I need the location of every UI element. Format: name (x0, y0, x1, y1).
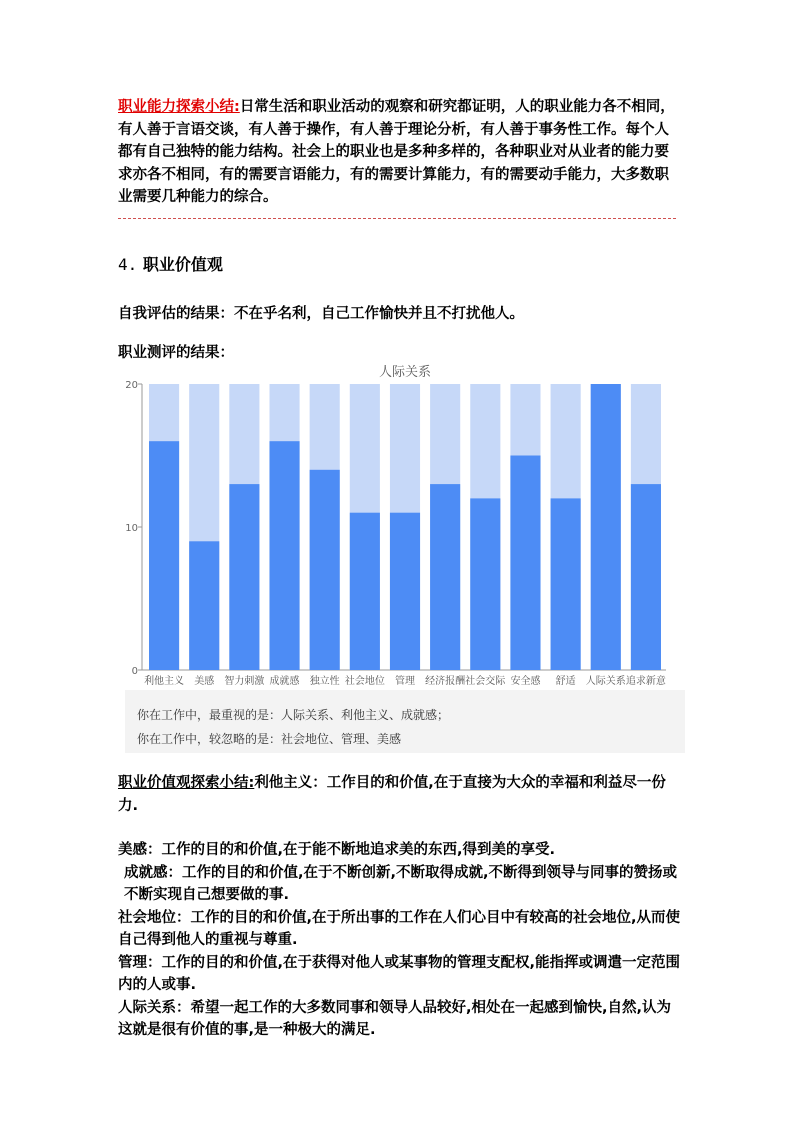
y-tick-label: 10 (125, 523, 138, 534)
bar (350, 513, 380, 670)
x-tick-label: 利他主义 (144, 676, 185, 687)
x-tick-label: 人际关系 (585, 676, 626, 687)
x-tick-label: 智力刺激 (224, 676, 265, 687)
ability-summary (118, 96, 678, 209)
result-comment-box (125, 690, 685, 753)
x-tick-label: 经济报酬 (425, 676, 466, 687)
x-tick-label: 社会交际 (465, 676, 506, 687)
section-title: 职业价值观 (142, 255, 223, 274)
values-summary (118, 772, 680, 1042)
values-summary-text: 利他主义：工作目的和价值,在于直接为大众的幸福和利益尽一份力. (118, 775, 666, 814)
bar (470, 498, 500, 670)
bar (551, 498, 581, 670)
x-tick-label: 舒适 (555, 676, 576, 687)
values-summary-label: 职业价值观探索小结: (118, 775, 255, 791)
section-number: 4. (118, 255, 138, 274)
bar (591, 384, 621, 670)
comment-least-valued: 你在工作中，较忽略的是：社会地位、管理、美感 (137, 732, 402, 746)
chart-title: 人际关系 (378, 365, 432, 380)
ability-summary-label: 职业能力探索小结: (118, 99, 240, 115)
values-chart-svg (118, 360, 686, 690)
y-tick-label: 20 (125, 380, 138, 391)
value-item-aesthetics: 美感：工作的目的和价值,在于能不断地追求美的东西,得到美的享受. (118, 842, 556, 858)
values-summary-intro (118, 772, 680, 817)
bar (510, 456, 540, 671)
bar (310, 470, 340, 670)
value-item-status: 社会地位：工作的目的和价值,在于所出事的工作在人们心目中有较高的社会地位,从而使自己得到他人的重视与尊重. (118, 909, 681, 948)
bar (430, 484, 460, 670)
x-tick-label: 管理 (395, 676, 415, 687)
self-eval-result: 自我评估的结果：不在乎名利，自己工作愉快并且不打扰他人。 (118, 306, 524, 322)
bar (269, 441, 299, 670)
test-result-label: 职业测评的结果： (118, 345, 234, 361)
dashed-divider (118, 218, 676, 219)
x-tick-label: 社会地位 (344, 676, 385, 687)
bar (149, 441, 179, 670)
comment-most-valued: 你在工作中，最重视的是：人际关系、利他主义、成就感； (137, 708, 450, 722)
section-heading (118, 252, 223, 275)
value-item-relations: 人际关系：希望一起工作的大多数同事和领导人品较好,相处在一起感到愉快,自然,认为这就是很有价值的事,是一种极大的满足. (118, 999, 672, 1038)
x-tick-label: 成就感 (269, 676, 300, 687)
x-tick-label: 独立性 (309, 676, 340, 687)
bar (631, 484, 661, 670)
bar (390, 513, 420, 670)
value-item-management: 管理：工作的目的和价值,在于获得对他人或某事物的管理支配权,能指挥或调遣一定范围内的人或事. (118, 954, 681, 993)
ability-summary-text: 日常生活和职业活动的观察和研究都证明，人的职业能力各不相同，有人善于言语交谈，有人善于操作，有人善于理论分析，有人善于事务性工作。每个人都有自己独特的能力结构。社会上的职业也是多种多样的，各种职业对从业者的能力要求亦各不相同，有的需要言语能力，有的需要计算能力，有的需要动手能力，大多数职业需要几种能力的综合。 (118, 99, 675, 205)
bar (189, 541, 219, 670)
bar (229, 484, 259, 670)
y-tick-label: 0 (131, 666, 138, 677)
value-item-achievement: 成就感：工作的目的和价值,在于不断创新,不断取得成就,不断得到领导与同事的赞扬或不断实现自己想要做的事. (124, 864, 678, 903)
values-chart (118, 360, 686, 690)
x-tick-label: 美感 (194, 676, 215, 687)
x-tick-label: 追求新意 (625, 676, 666, 687)
x-tick-label: 安全感 (510, 676, 541, 687)
